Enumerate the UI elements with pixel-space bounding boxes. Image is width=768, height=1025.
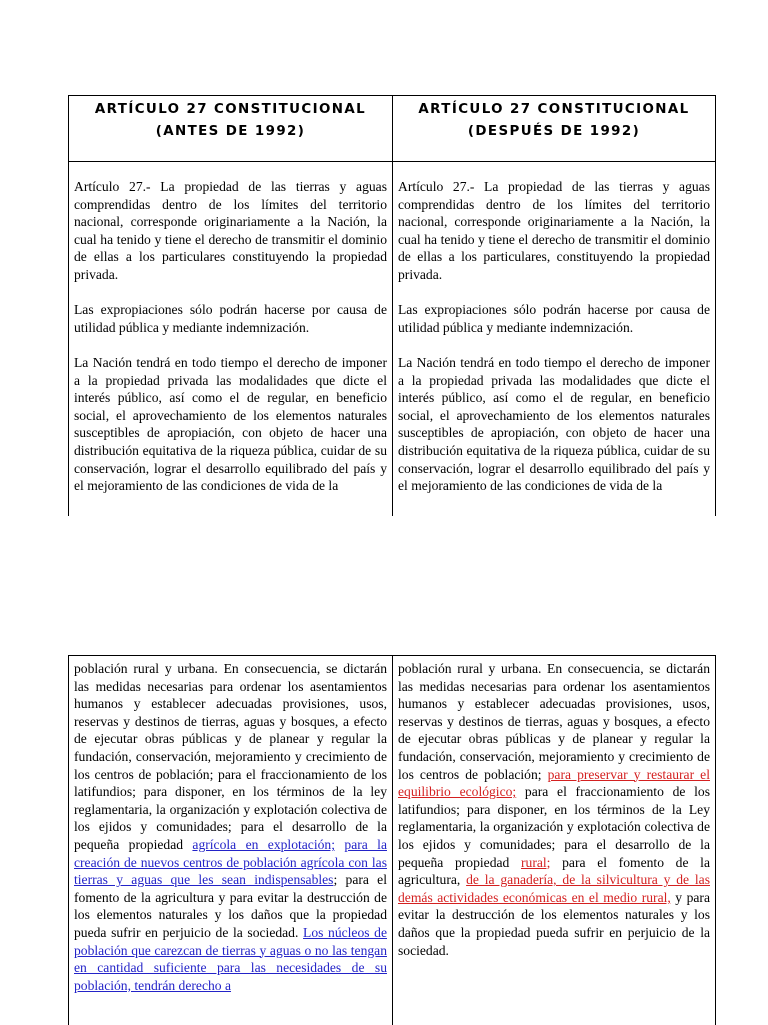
text-segment: población rural y urbana. En consecuencia, se dictarán las medidas necesarias para ordenar los asentamientos humanos y establecer adecuadas provisiones, usos, reservas y destinos de tierras, aguas y bosques, a efecto de ejecutar obras públicas y de planear y regular la fundación, conservación, mejoramiento y crecimiento de los centros de población; — [398, 661, 710, 782]
body-after-1992-continued — [393, 656, 715, 959]
column-before-1992 — [69, 96, 393, 516]
text-segment: población rural y urbana. En consecuencia, se dictarán las medidas necesarias para ordenar los asentamientos humanos y establecer adecuadas provisiones, usos, reservas y destinos de tierras, aguas y bosques, a efecto de ejecutar obras públicas y de planear y regular la fundación, conservación, mejoramiento y crecimiento de los centros de población; para el fraccionamiento de los latifundios; para disponer, en los términos de la ley reglamentaria, la organización y explotación colectiva de los ejidos y comunidades; para el desarrollo de la pequeña propiedad — [74, 661, 387, 852]
added-text-highlight: Los núcleos de población que carezcan de tierras y aguas o no las tengan en cantidad suficiente para las necesidades de su población, tendrán derecho a — [74, 924, 388, 993]
paragraph-2: Las expropiaciones sólo podrán hacerse por causa de utilidad pública y mediante indemnización. — [74, 302, 387, 335]
comparison-table-continued — [68, 655, 716, 1025]
text-segment: y para evitar la destrucción de los elementos naturales y los daños que la propiedad pueda sufrir en perjuicio de la sociedad. — [398, 889, 710, 958]
paragraph-continued — [398, 660, 710, 959]
text-segment: para el fomento de la agricultura, — [398, 854, 710, 888]
column-after-1992 — [393, 96, 715, 516]
text-segment — [335, 837, 344, 852]
text-segment: para el fraccionamiento de los latifundios; para disponer, en los términos de la Ley reglamentaria, la organización y explotación colectiva de los ejidos y comunidades; para el desarrollo de la pequeña propiedad — [398, 784, 711, 870]
paragraph-1: Artículo 27.- La propiedad de las tierras y aguas comprendidas dentro de los límites del territorio nacional, corresponde originariamente a la Nación, la cual ha tenido y tiene el derecho de transmitir el dominio de ellas a los particulares constituyendo la propiedad privada. — [74, 179, 387, 282]
changed-text-highlight: de la ganadería, de la silvicultura y de las demás actividades económicas en el medio rural, — [398, 872, 710, 905]
header-title: ARTÍCULO 27 CONSTITUCIONAL — [94, 102, 367, 117]
text-segment: ; para el fomento de la agricultura y para evitar la destrucción de los elementos naturales y los daños que la propiedad pueda sufrir en perjuicio de la sociedad. — [74, 872, 387, 940]
paragraph-3: La Nación tendrá en todo tiempo el derecho de imponer a la propiedad privada las modalidades que dicte el interés público, así como el de regular, en beneficio social, el aprovechamiento de los elementos naturales susceptibles de apropiación, con objeto de hacer una distribución equitativa de la riqueza pública, cuidar de su conservación, lograr el desarrollo equilibrado del país y el mejoramiento de las condiciones de vida de la — [398, 354, 710, 494]
changed-text-highlight: para preservar y restaurar el equilibrio ecológico; — [398, 766, 710, 800]
comparison-table-top — [68, 95, 716, 516]
added-text-highlight: agrícola en explotación; — [192, 836, 335, 852]
body-after-1992 — [393, 162, 715, 495]
column-after-1992-continued — [393, 656, 715, 1025]
paragraph-1: Artículo 27.- La propiedad de las tierras y aguas comprendidas dentro de los límites del territorio nacional, corresponde originariamente a la Nación, la cual ha tenido y tiene el derecho de transmitir el dominio de ellas a los particulares, constituyendo la propiedad privada. — [398, 179, 710, 282]
header-title: ARTÍCULO 27 CONSTITUCIONAL — [418, 102, 690, 117]
header-before-1992 — [69, 96, 392, 162]
paragraph-continued — [74, 660, 387, 994]
paragraph-2: Las expropiaciones sólo podrán hacerse por causa de utilidad pública y mediante indemnización. — [398, 302, 710, 335]
paragraph-3: La Nación tendrá en todo tiempo el derecho de imponer a la propiedad privada las modalidades que dicte el interés público, así como el de regular, en beneficio social, el aprovechamiento de los elementos naturales susceptibles de apropiación, con objeto de hacer una distribución equitativa de la riqueza pública, cuidar de su conservación, lograr el desarrollo equilibrado del país y el mejoramiento de las condiciones de vida de la — [74, 354, 387, 494]
column-before-1992-continued — [69, 656, 393, 1025]
header-subtitle: (ANTES DE 1992) — [155, 124, 306, 139]
added-text-highlight: para la creación de nuevos centros de población agrícola con las tierras y aguas que les sean indispensables — [74, 836, 387, 888]
changed-text-highlight: rural; — [521, 854, 551, 870]
body-before-1992-continued — [69, 656, 392, 994]
body-before-1992 — [69, 162, 392, 495]
header-subtitle: (DESPUÉS DE 1992) — [467, 124, 641, 139]
header-after-1992 — [393, 96, 715, 162]
